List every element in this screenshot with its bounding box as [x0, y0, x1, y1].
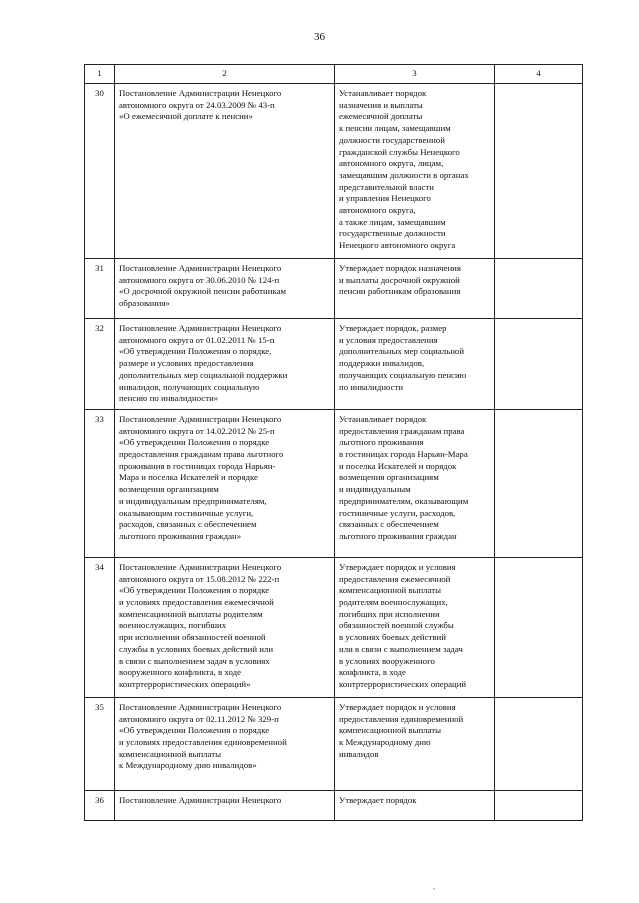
description-cell	[335, 319, 495, 410]
document-title-line: в связи с выполнением задач в условиях	[119, 655, 270, 666]
document-title-line: автономного округа от 30.06.2010 № 124-п	[119, 274, 280, 285]
table-row	[85, 697, 583, 790]
description-line: контртеррористических операций	[339, 678, 467, 689]
table-row	[85, 409, 583, 557]
description-line: инвалидов	[339, 748, 379, 759]
document-title-line: образования»	[119, 298, 170, 309]
document-title-line: возмещения организациям	[119, 484, 219, 495]
document-title-cell	[115, 409, 335, 557]
table-row	[85, 84, 583, 259]
table-row	[85, 319, 583, 410]
document-title-line: «Об утверждении Положения о порядке,	[119, 346, 272, 357]
page-number: 36	[314, 31, 325, 43]
description-cell	[335, 697, 495, 790]
regulations-table	[84, 64, 583, 821]
description-line: погибших при исполнении	[339, 608, 440, 619]
row-number: 34	[85, 557, 115, 697]
description-line: к пенсии лицам, замещавшим	[339, 123, 451, 134]
description-cell	[335, 259, 495, 319]
document-title-line: льготного проживания граждан»	[119, 530, 242, 541]
row-number: 30	[85, 84, 115, 259]
description-line: и условия предоставления	[339, 334, 438, 345]
table-row	[85, 557, 583, 697]
document-title-line: «Об утверждении Положения о порядке	[119, 585, 270, 596]
description-line: ежемесячной доплаты	[339, 111, 423, 122]
description-line: компенсационной выплаты	[339, 585, 441, 596]
document-title-line: контртеррористических операций»	[119, 678, 251, 689]
description-line: автономного округа,	[339, 205, 416, 216]
header-col-4: 4	[495, 65, 583, 84]
description-line: дополнительных мер социальной	[339, 346, 465, 357]
note-cell	[495, 557, 583, 697]
document-title-line: при исполнении обязанностей военной	[119, 632, 266, 643]
row-number: 36	[85, 790, 115, 820]
table-row	[85, 259, 583, 319]
document-title-line: к Международному дню инвалидов»	[119, 760, 257, 771]
note-cell	[495, 409, 583, 557]
description-line: связанных с обеспечением	[339, 519, 439, 530]
description-line: предоставления единовременной	[339, 713, 464, 724]
description-line: Утверждает порядок, размер	[339, 323, 447, 333]
document-title-cell	[115, 84, 335, 259]
document-title-line: Постановление Администрации Ненецкого	[119, 88, 282, 98]
description-line: в условиях вооруженного	[339, 655, 435, 666]
description-line: гостиничные услуги, расходов,	[339, 507, 456, 518]
document-title-line: и индивидуальным предпринимателям,	[119, 495, 267, 506]
document-title-line: инвалидов, получающих социальную	[119, 381, 260, 392]
description-line: в условиях боевых действий	[339, 632, 446, 643]
description-line: или в связи с выполнением задач	[339, 643, 463, 654]
document-title-line: «О досрочной окружной пенсии работникам	[119, 286, 287, 297]
description-line: по инвалидности	[339, 381, 404, 392]
document-title-line: и условиях предоставления единовременной	[119, 737, 287, 748]
description-line: предпринимателям, оказывающим	[339, 495, 469, 506]
description-line: а также лицам, замещавшим	[339, 216, 446, 227]
description-line: Ненецкого автономного округа	[339, 240, 456, 251]
header-col-2: 2	[115, 65, 335, 84]
document-title-line: предоставления гражданам права льготного	[119, 449, 284, 460]
description-line: пенсии работникам образования	[339, 286, 461, 297]
header-col-1: 1	[85, 65, 115, 84]
document-title-line: дополнительных мер социальной поддержки	[119, 369, 288, 380]
description-line: Устанавливает порядок	[339, 413, 427, 424]
document-title-line: пенсию по инвалидности»	[119, 393, 219, 404]
document-title-line: военнослужащих, погибших	[119, 620, 227, 631]
table-header-row	[85, 65, 583, 84]
description-cell	[335, 557, 495, 697]
document-title-cell	[115, 259, 335, 319]
row-number: 31	[85, 259, 115, 319]
document-title-line: компенсационной выплаты родителям	[119, 608, 263, 619]
table-row	[85, 790, 583, 820]
description-line: и управления Ненецкого	[339, 193, 431, 204]
document-title-line: Постановление Администрации Ненецкого	[119, 413, 282, 424]
document-title-cell	[115, 319, 335, 410]
row-number: 33	[85, 409, 115, 557]
description-line: родителям военнослужащих,	[339, 597, 448, 608]
scan-speck	[433, 888, 435, 890]
description-line: должности государственной	[339, 134, 445, 145]
description-line: компенсационной выплаты	[339, 725, 441, 736]
description-line: обязанностей военной службы	[339, 620, 454, 631]
document-title-cell	[115, 557, 335, 697]
document-title-line: «Об утверждении Положения о порядке	[119, 725, 270, 736]
document-title-line: Мара и поселка Искателей и порядке	[119, 472, 258, 483]
note-cell	[495, 790, 583, 820]
description-line: предоставления ежемесячной	[339, 573, 451, 584]
row-number: 35	[85, 697, 115, 790]
document-title-line: и условиях предоставления ежемесячной	[119, 597, 274, 608]
description-line: конфликта, в ходе	[339, 667, 406, 678]
document-title-line: вооруженного конфликта, в ходе	[119, 667, 241, 678]
description-line: Утверждает порядок и условия	[339, 561, 456, 572]
document-title-line: автономного округа от 24.03.2009 № 43-п	[119, 99, 275, 110]
document-title-line: «Об утверждении Положения о порядке	[119, 437, 270, 448]
description-line: в гостиницах города Нарьян-Мара	[339, 449, 468, 460]
description-line: Утверждает порядок назначения	[339, 263, 461, 273]
description-line: возмещения организациям	[339, 472, 439, 483]
document-title-line: автономного округа от 02.11.2012 № 329-п	[119, 713, 279, 724]
document-title-line: Постановление Администрации Ненецкого	[119, 263, 282, 273]
document-title-line: автономного округа от 14.02.2012 № 25-п	[119, 425, 275, 436]
description-line: и поселка Искателей и порядок	[339, 460, 457, 471]
description-line: замещавшим должности в органах	[339, 169, 469, 180]
document-title-line: расходов, связанных с обеспечением	[119, 519, 257, 530]
document-title-cell	[115, 697, 335, 790]
description-cell	[335, 790, 495, 820]
description-line: и индивидуальным	[339, 484, 411, 495]
document-title-line: «О ежемесячной доплате к пенсии»	[119, 111, 253, 122]
note-cell	[495, 84, 583, 259]
document-title-line: Постановление Администрации Ненецкого	[119, 323, 282, 333]
description-line: предоставления гражданам права	[339, 425, 465, 436]
note-cell	[495, 697, 583, 790]
description-line: автономного округа, лицам,	[339, 158, 444, 169]
description-line: поддержки инвалидов,	[339, 358, 425, 369]
document-title-line: Постановление Администрации Ненецкого	[119, 561, 282, 572]
description-line: представительной власти	[339, 181, 434, 192]
description-line: получающих социальную пенсию	[339, 369, 467, 380]
description-line: Устанавливает порядок	[339, 88, 427, 98]
description-line: к Международному дню	[339, 737, 431, 748]
description-line: льготного проживания граждан	[339, 530, 457, 541]
description-line: гражданской службы Ненецкого	[339, 146, 460, 157]
description-cell	[335, 409, 495, 557]
document-title-line: Постановление Администрации Ненецкого	[119, 701, 282, 712]
description-line: назначения и выплаты	[339, 99, 423, 110]
document-title-line: автономного округа от 15.08.2012 № 222-п	[119, 573, 280, 584]
description-line: Утверждает порядок	[339, 794, 417, 805]
document-title-line: размере и условиях предоставления	[119, 358, 254, 369]
document-title-line: компенсационной выплаты	[119, 748, 221, 759]
document-title-cell	[115, 790, 335, 820]
description-line: Утверждает порядок и условия	[339, 701, 456, 712]
document-title-line: Постановление Администрации Ненецкого	[119, 794, 282, 805]
document-title-line: оказывающим гостиничные услуги,	[119, 507, 254, 518]
document-title-line: автономного округа от 01.02.2011 № 15-п	[119, 334, 275, 345]
row-number: 32	[85, 319, 115, 410]
note-cell	[495, 259, 583, 319]
description-cell	[335, 84, 495, 259]
description-line: льготного проживания	[339, 437, 424, 448]
document-title-line: проживания в гостиницах города Нарьян-	[119, 460, 276, 471]
header-col-3: 3	[335, 65, 495, 84]
description-line: государственные должности	[339, 228, 446, 239]
document-title-line: службы в условиях боевых действий или	[119, 643, 274, 654]
description-line: и выплаты досрочной окружной	[339, 274, 460, 285]
note-cell	[495, 319, 583, 410]
